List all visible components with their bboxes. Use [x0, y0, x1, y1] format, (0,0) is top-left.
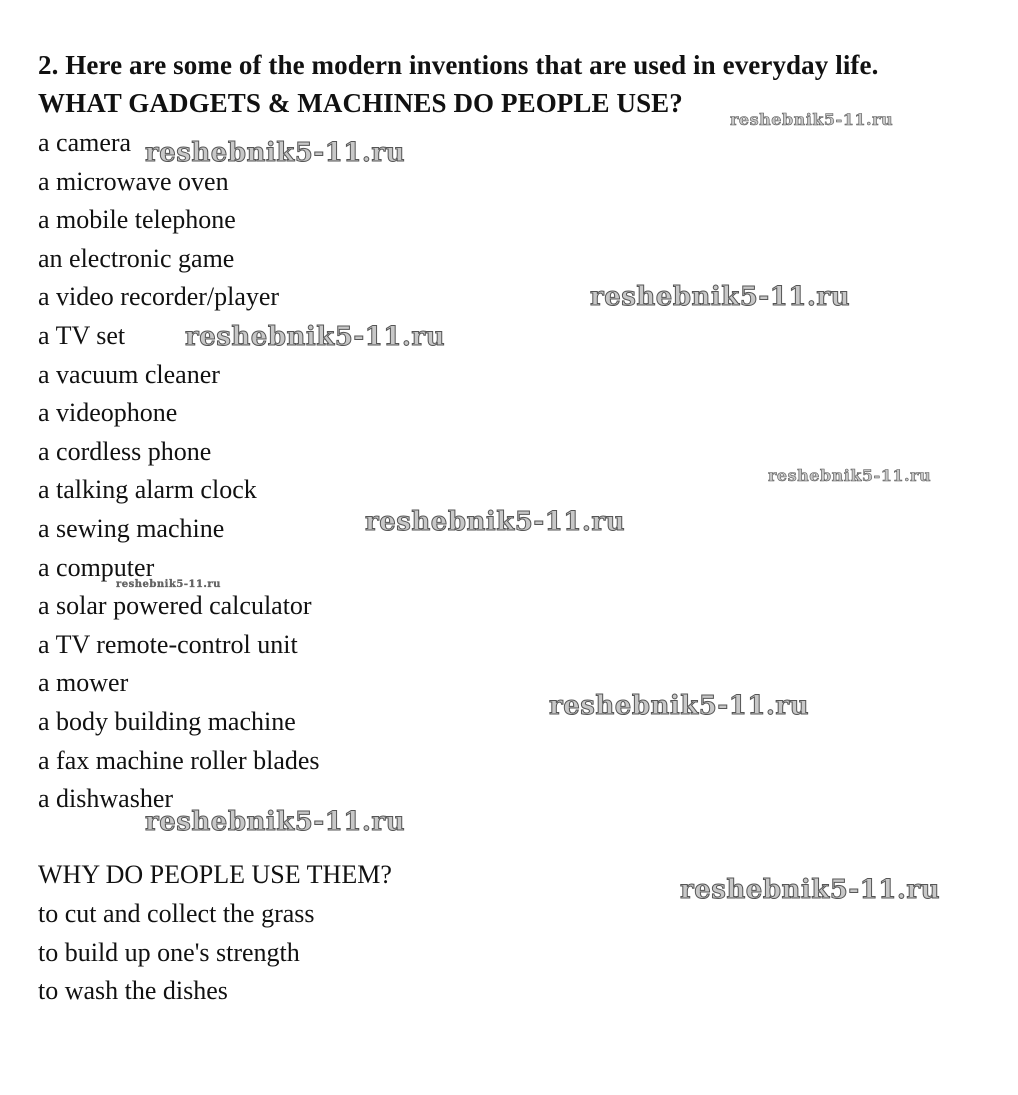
- watermark: reshebnik5-11.ru: [116, 579, 221, 590]
- watermark: reshebnik5-11.ru: [365, 507, 626, 537]
- list-item: a vacuum cleaner: [38, 359, 220, 389]
- list-item: a mobile telephone: [38, 205, 236, 235]
- watermark: reshebnik5-11.ru: [145, 138, 406, 168]
- exercise-heading: 2. Here are some of the modern inventions that are used in everyday life.: [38, 50, 879, 80]
- watermark: reshebnik5-11.ru: [145, 807, 406, 837]
- watermark: reshebnik5-11.ru: [549, 691, 810, 721]
- watermark: reshebnik5-11.ru: [730, 110, 894, 129]
- list-item: an electronic game: [38, 243, 235, 273]
- gadget-list: [38, 124, 320, 819]
- list-item: to build up one's strength: [38, 937, 300, 967]
- list-item: a microwave oven: [38, 166, 229, 196]
- list-item: a talking alarm clock: [38, 475, 257, 505]
- list-item: a cordless phone: [38, 436, 212, 466]
- list-item: a videophone: [38, 398, 178, 428]
- list-item: a video recorder/player: [38, 282, 280, 312]
- list-item: a sewing machine: [38, 513, 225, 543]
- list-item: a camera: [38, 128, 132, 157]
- list-item: a body building machine: [38, 706, 296, 736]
- watermark: reshebnik5-11.ru: [768, 466, 932, 485]
- watermark: reshebnik5-11.ru: [590, 282, 851, 312]
- section-title-why: WHY DO PEOPLE USE THEM?: [38, 860, 392, 889]
- list-item: to wash the dishes: [38, 976, 228, 1006]
- list-item: a TV set: [38, 320, 126, 350]
- list-item: a TV remote-control unit: [38, 629, 298, 659]
- list-item: to cut and collect the grass: [38, 899, 315, 928]
- list-item: a solar powered calculator: [38, 591, 312, 621]
- list-item: a computer: [38, 552, 155, 582]
- list-item: a mower: [38, 668, 129, 698]
- watermark: reshebnik5-11.ru: [680, 875, 941, 905]
- list-item: a dishwasher: [38, 784, 174, 814]
- watermark: reshebnik5-11.ru: [185, 322, 446, 352]
- list-item: a fax machine roller blades: [38, 745, 320, 775]
- uses-list: [38, 895, 315, 1011]
- section-title-gadgets: WHAT GADGETS & MACHINES DO PEOPLE USE?: [38, 88, 683, 118]
